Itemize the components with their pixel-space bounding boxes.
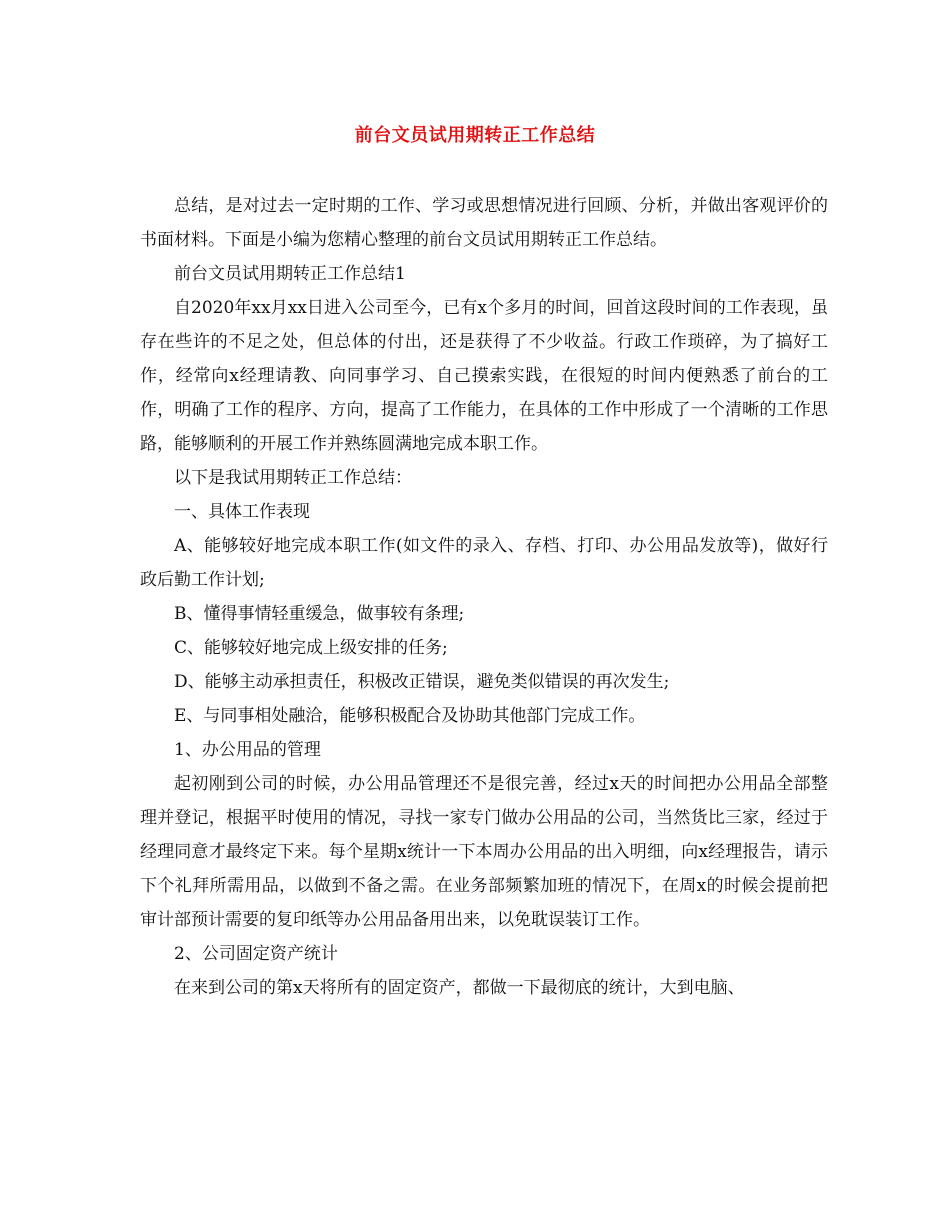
list-item-b: B、懂得事情轻重缓急，做事较有条理;: [174, 604, 465, 624]
document-title: 前台文员试用期转正工作总结: [354, 125, 596, 146]
section-heading-performance: 一、具体工作表现: [174, 502, 310, 522]
list-item-e: E、与同事相处融洽，能够积极配合及协助其他部门完成工作。: [174, 706, 646, 726]
paragraph-summary-lead: 以下是我试用期转正工作总结：: [174, 468, 412, 488]
document-body: [140, 189, 828, 1005]
list-item-a: A、能够较好地完成本职工作(如文件的录入、存档、打印、办公用品发放等)，做好行政后勤工作计划;: [140, 536, 828, 590]
list-item-d: D、能够主动承担责任，积极改正错误，避免类似错误的再次发生;: [174, 672, 670, 692]
paragraph-intro: 总结，是对过去一定时期的工作、学习或思想情况进行回顾、分析，并做出客观评价的书面材料。下面是小编为您精心整理的前台文员试用期转正工作总结。: [140, 196, 828, 250]
section-heading-fixed-assets: 2、公司固定资产统计: [174, 944, 338, 964]
paragraph-overview: 自2020年xx月xx日进入公司至今，已有x个多月的时间，回首这段时间的工作表现，虽存在些许的不足之处，但总体的付出，还是获得了不少收益。行政工作琐碎，为了搞好工作，经常向x经理请教、向同事学习、自己摸索实践，在很短的时间内便熟悉了前台的工作，明确了工作的程序、方向，提高了工作能力，在具体的工作中形成了一个清晰的工作思路，能够顺利的开展工作并熟练圆满地完成本职工作。: [140, 298, 828, 454]
paragraph-subtitle: 前台文员试用期转正工作总结1: [174, 264, 406, 284]
section-heading-office-supplies: 1、办公用品的管理: [174, 740, 321, 760]
paragraph-office-supplies: 起初刚到公司的时候，办公用品管理还不是很完善，经过x天的时间把办公用品全部整理并登记，根据平时使用的情况，寻找一家专门做办公用品的公司，当然货比三家，经过于经理同意才最终定下来。每个星期x统计一下本周办公用品的出入明细，向x经理报告，请示下个礼拜所需用品，以做到不备之需。在业务部频繁加班的情况下，在周x的时候会提前把审计部预计需要的复印纸等办公用品备用出来，以免耽误装订工作。: [140, 774, 828, 930]
list-item-c: C、能够较好地完成上级安排的任务;: [174, 638, 448, 658]
paragraph-fixed-assets: 在来到公司的第x天将所有的固定资产，都做一下最彻底的统计，大到电脑、: [174, 978, 745, 998]
